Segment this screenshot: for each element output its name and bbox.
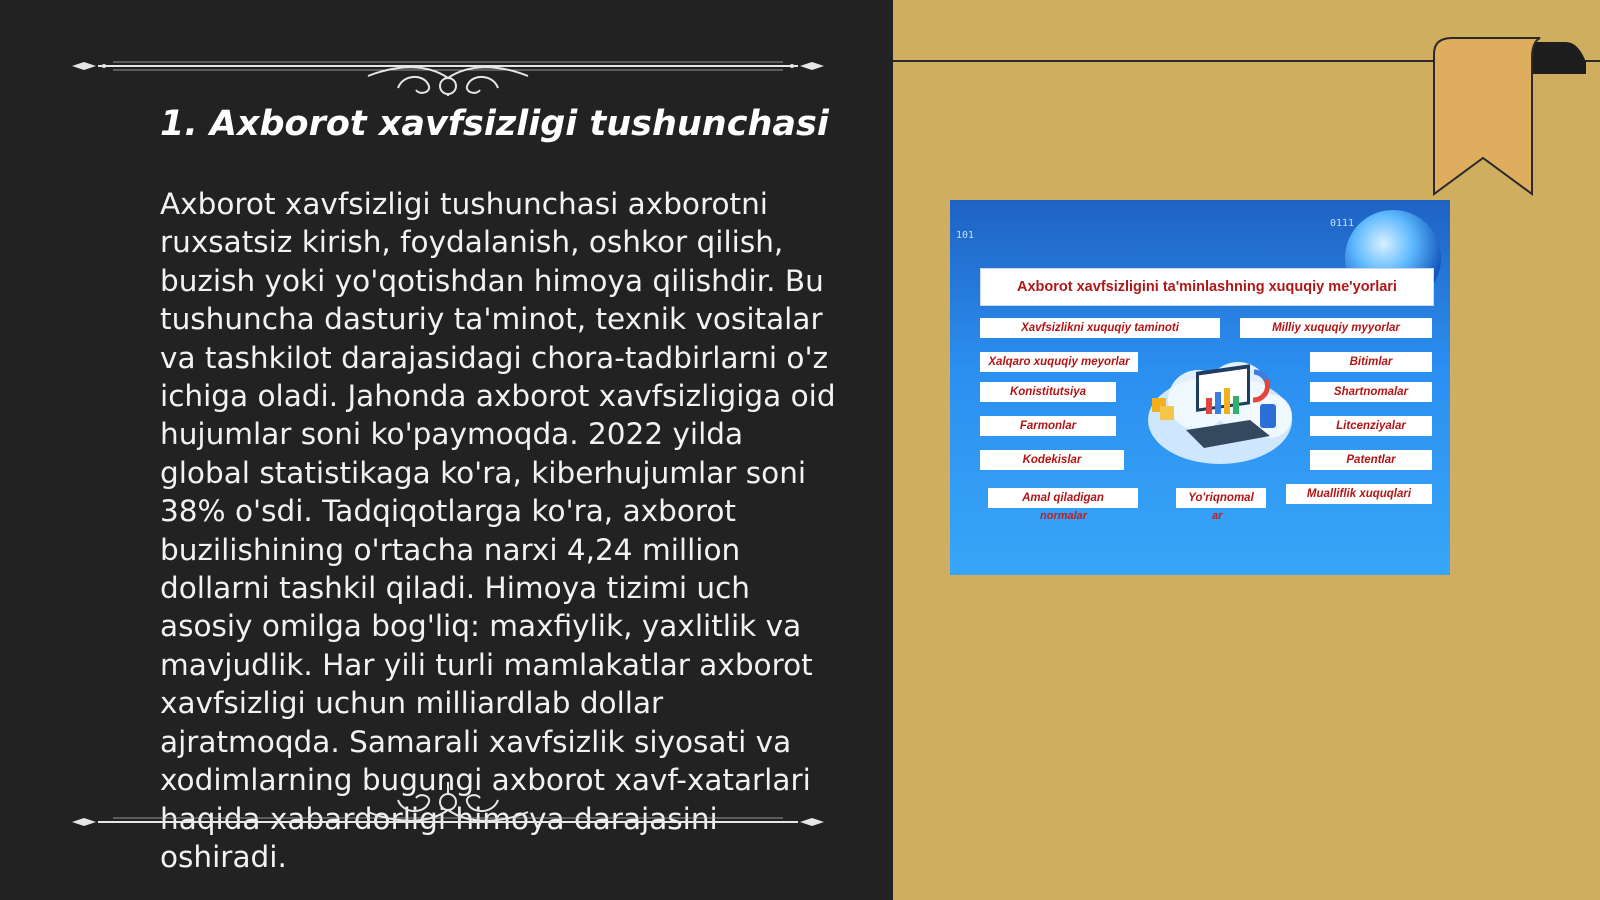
binary-text-top: 0111 — [1330, 218, 1355, 229]
box-xalqaro: Xalqaro xuquqiy meyorlar — [980, 352, 1138, 372]
box-bitimlar: Bitimlar — [1310, 352, 1432, 372]
box-xavfsizlik: Xavfsizlikni xuquqiy taminoti — [980, 318, 1220, 338]
slide-body-text: Axborot xavfsizligi tushunchasi axborotni ruxsatsiz kirish, foydalanish, oshkor qilish, buzish yoki yo'qotishdan himoya qilishdir. Bu tushuncha dasturiy ta'minot, texnik vositalar va tashkilot darajasidagi chora-tadbirlarni o'z ichiga oladi. Jahonda axborot xavfsizligiga oid hujumlar soni ko'paymoqda. 2022 yilda global statistikaga ko'ra, kiberhujumlar soni 38% o'sdi. Tadqiqotlarga ko'ra, axborot buzilishining o'rtacha narxi 4,24 million dollarni tashkil qiladi. Himoya tizimi uch asosiy omilga bog'liq: maxfiylik, yaxlitlik va mavjudlik. Har yili turli mamlakatlar axborot xavfsizligi uchun milliardlab dollar ajratmoqda. Samarali xavfsizlik siyosati va xodimlarning bugungi axborot xavf-xatarlari haqida xabardorligi himoya darajasini oshiradi. — [160, 187, 836, 874]
box-patentlar: Patentlar — [1310, 450, 1432, 470]
ornament-divider-bottom — [68, 768, 828, 828]
binary-text-left: 101 — [956, 230, 975, 241]
box-yoriqnoma: Yo'riqnomal — [1176, 488, 1266, 508]
box-mualliflik: Mualliflik xuquqlari — [1286, 484, 1432, 504]
box-konstitutsiya: Konistitutsiya — [980, 382, 1116, 402]
box-yoriqnoma-sub: ar — [1212, 510, 1223, 522]
bookmark-ribbon-icon — [1428, 34, 1588, 204]
box-kodekslar: Kodekislar — [980, 450, 1124, 470]
box-farmonlar: Farmonlar — [980, 416, 1116, 436]
box-milliy: Milliy xuquqiy myyorlar — [1240, 318, 1432, 338]
cloud-laptop-illustration — [1138, 350, 1298, 475]
box-shartnomalar: Shartnomalar — [1310, 382, 1432, 402]
ornament-divider-top — [68, 36, 828, 96]
legal-norms-figure — [950, 200, 1450, 575]
slide-title: 1. Axborot xavfsizligi tushunchasi — [160, 104, 829, 144]
box-amal-sub: normalar — [1040, 510, 1088, 522]
figure-title: Axborot xavfsizligini ta'minlashning xuquqiy me'yorlari — [980, 268, 1434, 306]
box-amal-qiladigan: Amal qiladigan — [988, 488, 1138, 508]
box-litsenziyalar: Litcenziyalar — [1310, 416, 1432, 436]
